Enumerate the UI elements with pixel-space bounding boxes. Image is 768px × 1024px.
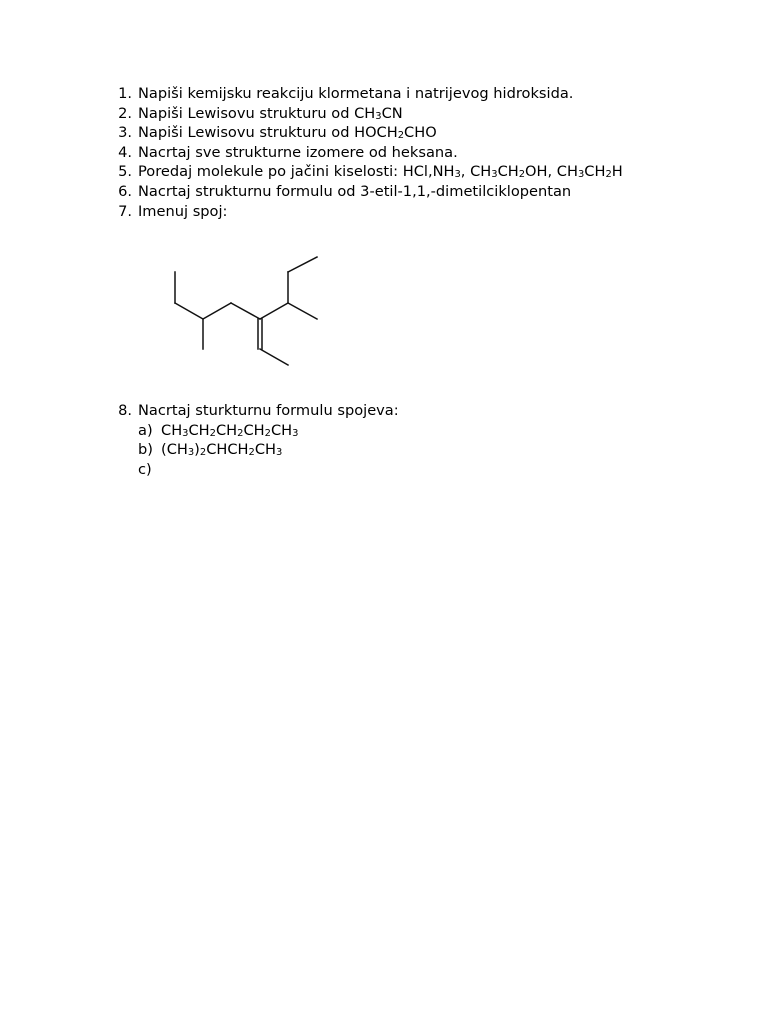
bond-line [231, 303, 260, 319]
question-number: 5. [118, 163, 132, 181]
bond-line [288, 303, 317, 319]
skeletal-structure-diagram [160, 245, 330, 375]
sub-question-letter: b) [138, 441, 153, 459]
formula-text: $(CH_3)_2CHCH_2CH_3$ [161, 441, 283, 459]
bond-line [175, 303, 203, 319]
question-text: Nacrtaj strukturnu formulu od 3-etil-1,1,-dimetilciklopentan [138, 182, 572, 200]
question-3 [112, 123, 732, 143]
question-text: Imenuj spoj: [138, 202, 228, 220]
question-7 [112, 202, 732, 222]
question-number: 1. [118, 85, 132, 102]
question-text: Napiši Lewisovu strukturu od $HOCH_2CHO$ [138, 124, 437, 142]
sub-question-letter: c) [138, 460, 152, 478]
bond-line [260, 349, 288, 365]
question-number: 8. [118, 402, 132, 419]
question-text: Napiši kemijsku reakciju klormetana i natrijevog hidroksida. [138, 85, 574, 102]
question-number: 7. [118, 202, 132, 220]
question-6 [112, 182, 732, 202]
bond-line [203, 303, 231, 319]
question-list-continued [112, 401, 732, 421]
question-8 [112, 401, 732, 421]
question-text: Napiši Lewisovu strukturu od $CH_3CN$ [138, 104, 403, 122]
bond-line [260, 303, 288, 319]
question-number: 2. [118, 104, 132, 122]
question-2 [112, 104, 732, 124]
question-text: Nacrtaj sturkturnu formulu spojeva: [138, 402, 399, 419]
bond-line [288, 257, 317, 272]
question-number: 3. [118, 124, 132, 142]
question-5 [112, 162, 732, 182]
question-text: Nacrtaj sve strukturne izomere od heksana. [138, 143, 458, 161]
sub-question-letter: a) [138, 421, 153, 439]
formula-text: $CH_3CH_2CH_2CH_2CH_3$ [161, 421, 299, 439]
question-1 [112, 84, 732, 104]
question-number: 6. [118, 182, 132, 200]
question-number: 4. [118, 143, 132, 161]
question-text: Poredaj molekule po jačini kiselosti: $HCl,NH_3$, $CH_3CH_2OH$, $CH_3CH_2H$ [138, 163, 623, 181]
question-list [112, 84, 732, 221]
question-4 [112, 143, 732, 163]
